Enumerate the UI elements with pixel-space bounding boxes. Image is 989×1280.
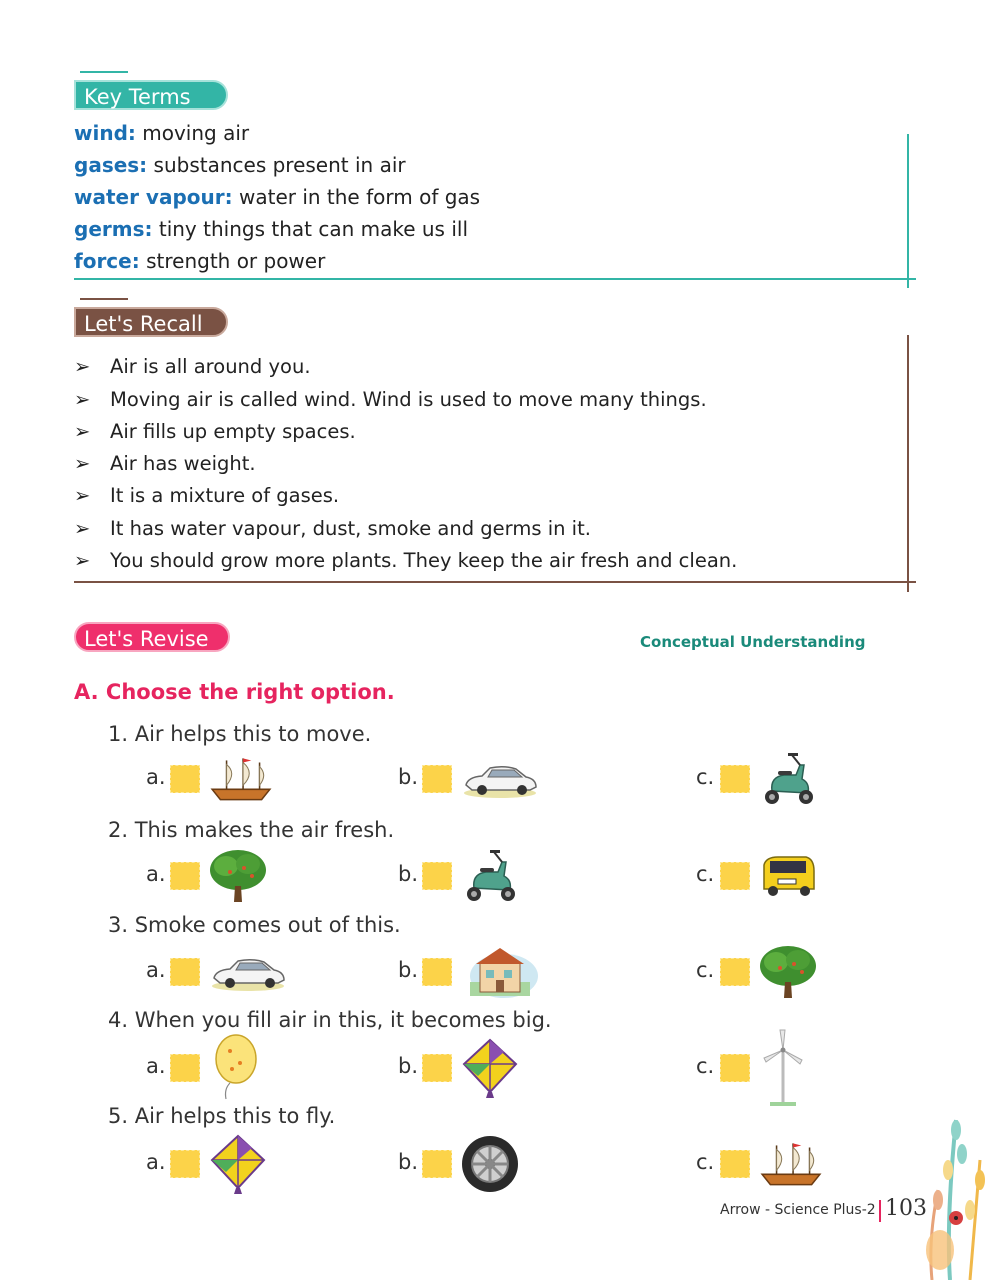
option-label: a. (146, 1054, 166, 1078)
page-number: 103 (885, 1196, 927, 1221)
frame-line (74, 581, 916, 583)
decor-line (80, 71, 128, 73)
answer-box[interactable] (170, 1054, 200, 1082)
question-text: 5. Air helps this to fly. (108, 1104, 336, 1128)
key-term-row: force: strength or power (74, 249, 326, 273)
recall-item: ➢ It is a mixture of gases. (74, 484, 340, 507)
frame-line (74, 278, 916, 280)
recall-item: ➢ Moving air is called wind. Wind is used to move many things. (74, 388, 707, 411)
option-label: b. (398, 862, 419, 886)
tree-icon (208, 846, 268, 906)
car-icon (460, 759, 540, 799)
kite-icon (460, 1038, 520, 1098)
answer-box[interactable] (422, 958, 452, 986)
windmill-icon (758, 1028, 808, 1108)
option-label: c. (696, 862, 715, 886)
category-label: Conceptual Understanding (640, 633, 866, 651)
footer-separator (879, 1200, 881, 1222)
balloon-icon (208, 1033, 258, 1103)
option-label: c. (696, 1054, 715, 1078)
answer-box[interactable] (170, 1150, 200, 1178)
answer-box[interactable] (720, 1054, 750, 1082)
question-text: 2. This makes the air fresh. (108, 818, 395, 842)
key-term-row: wind: moving air (74, 121, 250, 145)
section-a-title: A. Choose the right option. (74, 680, 395, 704)
answer-box[interactable] (422, 1054, 452, 1082)
answer-box[interactable] (720, 958, 750, 986)
answer-box[interactable] (170, 862, 200, 890)
option-label: b. (398, 765, 419, 789)
plant-decoration (910, 1100, 989, 1280)
answer-box[interactable] (422, 862, 452, 890)
answer-box[interactable] (720, 765, 750, 793)
key-term-row: germs: tiny things that can make us ill (74, 217, 468, 241)
option-label: c. (696, 1150, 715, 1174)
option-label: a. (146, 958, 166, 982)
ship-icon (758, 1139, 824, 1189)
key-terms-heading: Key Terms (74, 80, 228, 110)
decor-line (80, 298, 128, 300)
recall-heading: Let's Recall (74, 307, 228, 337)
answer-box[interactable] (720, 1150, 750, 1178)
option-label: b. (398, 958, 419, 982)
frame-line (907, 134, 909, 288)
option-label: b. (398, 1054, 419, 1078)
key-term-row: water vapour: water in the form of gas (74, 185, 481, 209)
tyre-icon (460, 1134, 520, 1194)
recall-item: ➢ It has water vapour, dust, smoke and germs in it. (74, 517, 591, 540)
answer-box[interactable] (422, 1150, 452, 1178)
car-icon (208, 952, 288, 992)
recall-item: ➢ Air fills up empty spaces. (74, 420, 356, 443)
question-text: 1. Air helps this to move. (108, 722, 372, 746)
van-icon (758, 851, 818, 901)
option-label: b. (398, 1150, 419, 1174)
option-label: c. (696, 958, 715, 982)
answer-box[interactable] (170, 765, 200, 793)
kite-icon (208, 1134, 268, 1194)
tree-icon (758, 942, 818, 1002)
option-label: a. (146, 1150, 166, 1174)
recall-item: ➢ You should grow more plants. They keep the air fresh and clean. (74, 549, 738, 572)
key-term-row: gases: substances present in air (74, 153, 406, 177)
recall-item: ➢ Air has weight. (74, 452, 256, 475)
revise-heading: Let's Revise (74, 622, 230, 652)
frame-line (907, 335, 909, 592)
answer-box[interactable] (422, 765, 452, 793)
option-label: a. (146, 862, 166, 886)
house-icon (460, 942, 540, 1002)
question-text: 4. When you fill air in this, it becomes big. (108, 1008, 552, 1032)
question-text: 3. Smoke comes out of this. (108, 913, 401, 937)
option-label: a. (146, 765, 166, 789)
answer-box[interactable] (720, 862, 750, 890)
option-label: c. (696, 765, 715, 789)
recall-item: ➢ Air is all around you. (74, 355, 311, 378)
book-title: Arrow - Science Plus-2 (720, 1202, 876, 1218)
scooter-icon (460, 846, 520, 906)
scooter-icon (758, 749, 818, 809)
answer-box[interactable] (170, 958, 200, 986)
ship-icon (208, 754, 274, 804)
